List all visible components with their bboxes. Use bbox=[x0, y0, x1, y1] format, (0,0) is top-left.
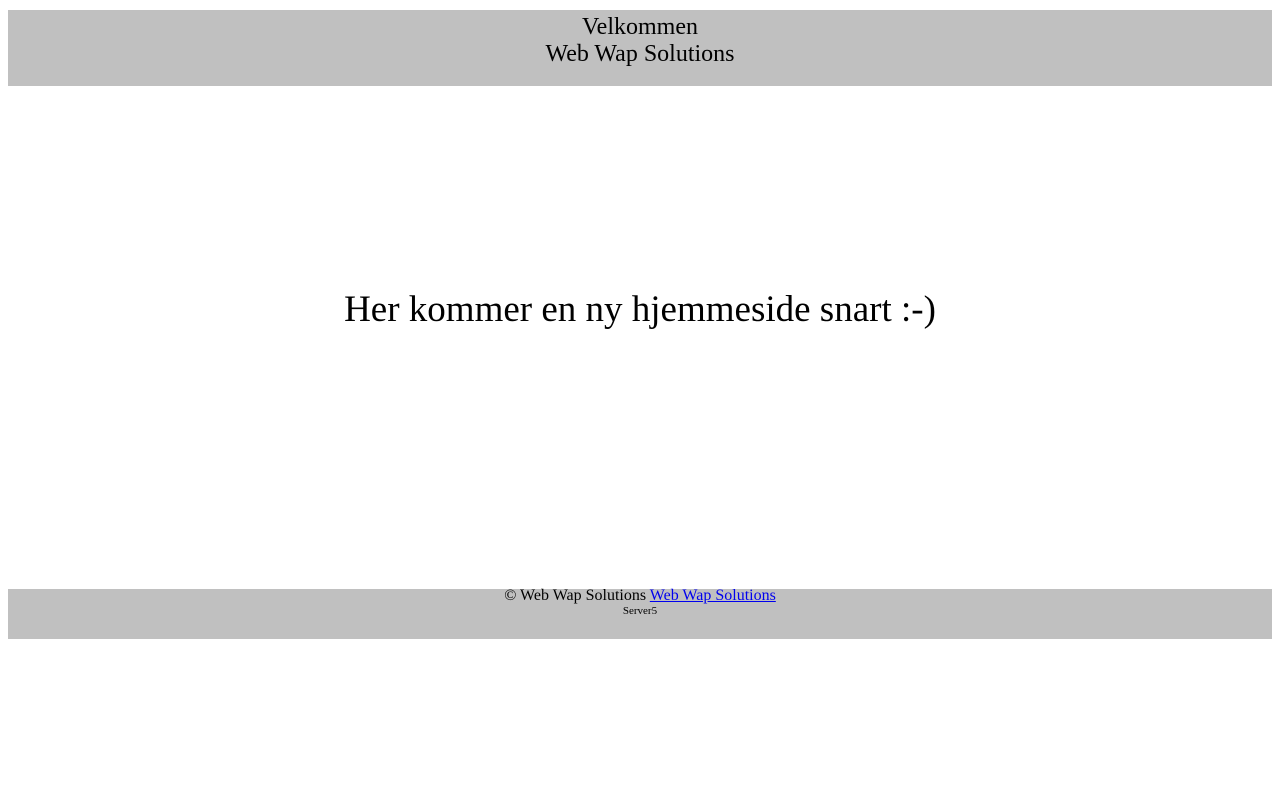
copyright-text: © Web Wap Solutions bbox=[504, 587, 647, 604]
server-label: Server5 bbox=[622, 605, 658, 617]
header-company-name: Web Wap Solutions bbox=[545, 41, 735, 67]
footer-banner bbox=[8, 589, 1272, 639]
main-content bbox=[0, 86, 1280, 589]
coming-soon-message: Her kommer en ny hjemmeside snart :-) bbox=[344, 289, 936, 330]
company-link[interactable]: Web Wap Solutions bbox=[649, 587, 776, 604]
header-banner bbox=[8, 10, 1272, 86]
copyright-line bbox=[8, 586, 1272, 605]
header-welcome-text: Velkommen bbox=[582, 14, 698, 40]
